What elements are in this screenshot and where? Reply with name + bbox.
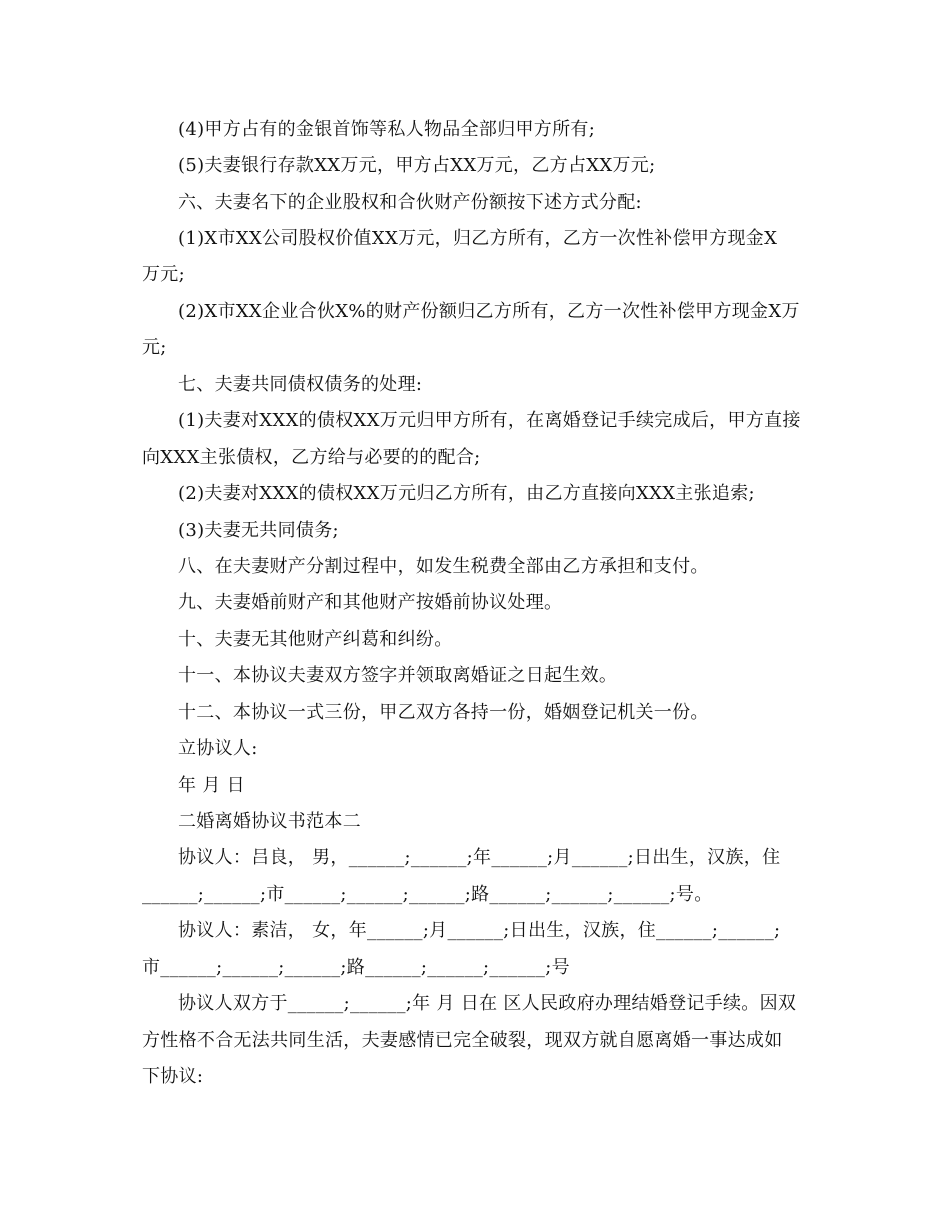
section-8: 八、在夫妻财产分割过程中，如发生税费全部由乙方承担和支付。 [178,556,709,577]
clause-item-4: (4)甲方占有的金银首饰等私人物品全部归甲方所有; [178,119,596,140]
party-1-address: ______;______;市______;______;______;路______;______;______;号。 [142,884,713,905]
clause-item-5: (5)夫妻银行存款XX万元，甲方占XX万元，乙方占XX万元; [178,155,656,176]
clause-6-item-2: (2)X市XX企业合伙X%的财产份额归乙方所有，乙方一次性补偿甲方现金X万 [178,301,800,322]
clause-6-item-1-cont: 万元; [142,264,185,285]
party-1-info: 协议人：吕良， 男，______;______;年______;月______;日出生，汉族，住 [178,847,781,868]
signatories-label: 立协议人: [178,738,258,759]
agreement-intro: 下协议: [142,1066,204,1087]
date-line: 年 月 日 [178,775,245,796]
party-2-info: 协议人：素洁， 女，年______;月______;日出生，汉族，住______;______; [178,920,781,941]
section-10: 十、夫妻无其他财产纠葛和纠纷。 [178,629,453,650]
clause-7-item-1: (1)夫妻对XXX的债权XX万元归甲方所有，在离婚登记手续完成后，甲方直接 [178,410,801,431]
section-9: 九、夫妻婚前财产和其他财产按婚前协议处理。 [178,592,563,613]
clause-7-item-1-cont: 向XXX主张债权，乙方给与必要的的配合; [142,447,481,468]
section-11: 十一、本协议夫妻双方签字并领取离婚证之日起生效。 [178,665,618,686]
sample-title: 二婚离婚协议书范本二 [178,811,361,832]
section-heading-6: 六、夫妻名下的企业股权和合伙财产份额按下述方式分配: [178,192,642,213]
section-heading-7: 七、夫妻共同债权债务的处理: [178,374,423,395]
divorce-reason-text: 方性格不合无法共同生活，夫妻感情已完全破裂，现双方就自愿离婚一事达成如 [142,1030,783,1051]
clause-7-item-3: (3)夫妻无共同债务; [178,520,339,541]
marriage-registration-text: 协议人双方于______;______;年 月 日在 区人民政府办理结婚登记手续。因双 [178,993,797,1014]
section-12: 十二、本协议一式三份，甲乙双方各持一份，婚姻登记机关一份。 [178,702,709,723]
party-2-address: 市______;______;______;路______;______;______;号 [142,957,570,978]
clause-6-item-2-cont: 元; [142,337,167,358]
clause-7-item-2: (2)夫妻对XXX的债权XX万元归乙方所有，由乙方直接向XXX主张追索; [178,483,755,504]
clause-6-item-1: (1)X市XX公司股权价值XX万元，归乙方所有，乙方一次性补偿甲方现金X [178,228,778,249]
